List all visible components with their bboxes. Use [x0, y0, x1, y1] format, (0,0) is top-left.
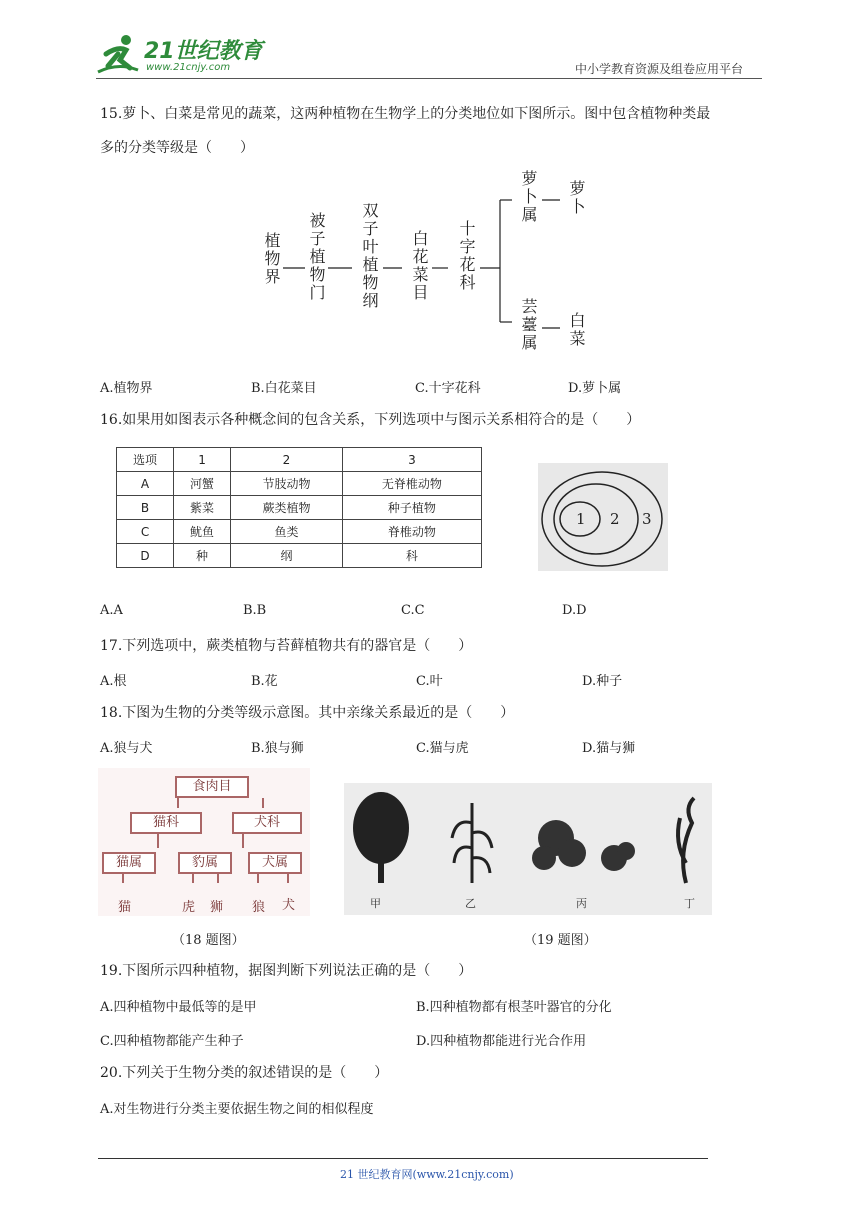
table-cell: D	[117, 544, 174, 568]
circle-label-3: 3	[642, 510, 652, 528]
logo-title: 21世纪教育	[144, 39, 263, 64]
animal-cat: 猫	[118, 900, 132, 915]
table-cell: A	[117, 472, 174, 496]
table-cell: 种	[174, 544, 231, 568]
q18-caption: （18 题图）	[172, 933, 245, 948]
table-row	[117, 520, 482, 544]
table-header-cell: 3	[342, 448, 481, 472]
logo-url[interactable]: www.21cnjy.com	[146, 62, 231, 73]
diagram-family: 十字花科	[457, 220, 476, 292]
table-cell: B	[117, 496, 174, 520]
q19-option-d[interactable]: D.四种植物都能进行光合作用	[416, 1034, 587, 1049]
table-cell: 无脊椎动物	[342, 472, 481, 496]
q19-option-a[interactable]: A.四种植物中最低等的是甲	[100, 1000, 257, 1015]
table-header-cell: 1	[174, 448, 231, 472]
table-header-cell: 选项	[117, 448, 174, 472]
q15-option-a[interactable]: A.植物界	[100, 381, 153, 396]
header-right-text: 中小学教育资源及组卷应用平台	[575, 62, 744, 76]
q18-genus3-box: 犬属	[248, 852, 302, 874]
q20-text: 20.下列关于生物分类的叙述错误的是（ ）	[100, 1065, 389, 1081]
table-cell: 脊椎动物	[342, 520, 481, 544]
table-header-cell: 2	[231, 448, 343, 472]
q16-text: 16.如果用如图表示各种概念间的包含关系，下列选项中与图示关系相符合的是（ ）	[100, 412, 641, 428]
table-row	[117, 496, 482, 520]
table-cell: 河蟹	[174, 472, 231, 496]
q19-text: 19.下图所示四种植物，据图判断下列说法正确的是（ ）	[100, 963, 473, 979]
diagram-connectors	[0, 0, 860, 400]
q16-option-c[interactable]: C.C	[401, 603, 425, 618]
q20-option-a[interactable]: A.对生物进行分类主要依据生物之间的相似程度	[100, 1102, 374, 1117]
diagram-genus2: 芸薹属	[519, 298, 538, 352]
table-cell: 科	[342, 544, 481, 568]
q17-option-b[interactable]: B.花	[251, 674, 278, 689]
q19-option-b[interactable]: B.四种植物都有根茎叶器官的分化	[416, 1000, 612, 1015]
diagram-order: 白花菜目	[410, 230, 429, 302]
plant-label-jia: 甲	[370, 897, 381, 910]
q16-table	[116, 447, 482, 568]
table-cell: 紫菜	[174, 496, 231, 520]
tree-icon	[353, 792, 409, 883]
q15-option-d[interactable]: D.萝卜属	[568, 381, 622, 396]
circle-label-1: 1	[576, 510, 586, 528]
table-cell: 鱿鱼	[174, 520, 231, 544]
diagram-genus1: 萝卜属	[519, 170, 538, 224]
diagram-kingdom: 植物界	[262, 232, 281, 286]
q16-nested-circles-figure	[538, 463, 668, 571]
table-cell: 蕨类植物	[231, 496, 343, 520]
table-cell: 鱼类	[231, 520, 343, 544]
table-cell: 纲	[231, 544, 343, 568]
q17-option-a[interactable]: A.根	[100, 674, 127, 689]
q18-option-c[interactable]: C.猫与虎	[416, 741, 469, 756]
q18-option-d[interactable]: D.猫与狮	[582, 741, 636, 756]
animal-wolf: 狼	[252, 900, 266, 915]
q19-caption: （19 题图）	[524, 933, 597, 948]
diagram-species2: 白菜	[567, 312, 586, 348]
q18-genus2-box: 豹属	[178, 852, 232, 874]
q17-text: 17.下列选项中，蕨类植物与苔藓植物共有的器官是（ ）	[100, 638, 473, 654]
table-cell: 种子植物	[342, 496, 481, 520]
q15-line2: 多的分类等级是（ ）	[100, 140, 254, 156]
fern-icon	[532, 820, 635, 871]
q15-option-b[interactable]: B.白花菜目	[251, 381, 317, 396]
table-cell: 节肢动物	[231, 472, 343, 496]
animal-dog: 犬	[282, 898, 296, 913]
diagram-class: 双子叶植物纲	[360, 202, 379, 310]
circle-2	[554, 484, 638, 554]
seaweed-icon	[678, 798, 694, 883]
animal-tiger: 虎	[182, 900, 196, 915]
q17-option-c[interactable]: C.叶	[416, 674, 443, 689]
table-row	[117, 544, 482, 568]
q18-genus1-box: 猫属	[102, 852, 156, 874]
plant-label-ding: 丁	[684, 897, 695, 910]
q15-option-c[interactable]: C.十字花科	[415, 381, 481, 396]
q18-text: 18.下图为生物的分类等级示意图。其中亲缘关系最近的是（ ）	[100, 705, 515, 721]
q15-line1: 15.萝卜、白菜是常见的蔬菜，这两种植物在生物学上的分类地位如下图所示。图中包含植物种类最	[100, 106, 711, 122]
plant-label-bing: 丙	[576, 897, 587, 910]
q18-option-b[interactable]: B.狼与狮	[251, 741, 304, 756]
q18-order-box: 食肉目	[175, 776, 249, 798]
footer-text[interactable]: 21 世纪教育网(www.21cnjy.com)	[340, 1168, 514, 1181]
q19-plants-figure	[344, 783, 712, 915]
q16-option-a[interactable]: A.A	[100, 603, 123, 618]
table-header-row	[117, 448, 482, 472]
circle-label-2: 2	[610, 510, 620, 528]
plant-label-yi: 乙	[465, 897, 476, 910]
q18-family1-box: 猫科	[130, 812, 202, 834]
table-row	[117, 472, 482, 496]
diagram-species1: 萝卜	[567, 180, 586, 216]
diagram-phylum: 被子植物门	[307, 212, 326, 302]
q18-option-a[interactable]: A.狼与犬	[100, 741, 153, 756]
q19-option-c[interactable]: C.四种植物都能产生种子	[100, 1034, 244, 1049]
footer-divider	[98, 1158, 708, 1159]
q18-family2-box: 犬科	[232, 812, 302, 834]
corn-plant-icon	[452, 803, 492, 883]
table-cell: C	[117, 520, 174, 544]
q16-option-b[interactable]: B.B	[243, 603, 267, 618]
q17-option-d[interactable]: D.种子	[582, 674, 623, 689]
animal-lion: 狮	[210, 900, 224, 915]
q16-option-d[interactable]: D.D	[562, 603, 587, 618]
q18-classification-figure	[98, 768, 310, 916]
